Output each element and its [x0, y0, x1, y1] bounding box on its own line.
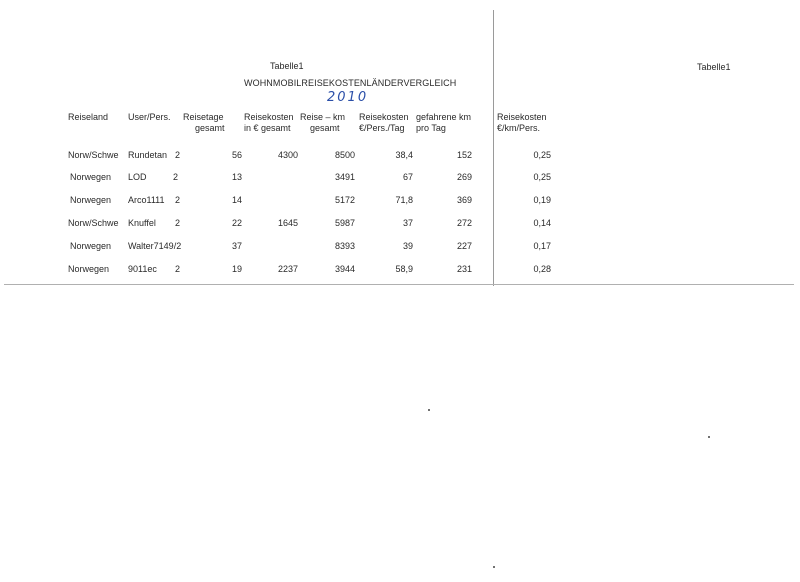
page-break-vertical-line	[493, 10, 494, 286]
cell-tage: 37	[231, 241, 242, 251]
cell-kosten-pers-tag: 67	[402, 172, 413, 182]
cell-user: Knuffel	[128, 218, 156, 228]
table-title: WOHNMOBILREISEKOSTENLÄNDERVERGLEICH	[244, 78, 457, 88]
cell-kosten-km: 0,25	[533, 150, 551, 160]
cell-tage: 56	[231, 150, 242, 160]
cell-tage: 19	[231, 264, 242, 274]
header-user: User/Pers.	[128, 112, 171, 122]
cell-land: Norwegen	[70, 195, 112, 205]
header-reisetage: Reisetage gesamt	[183, 112, 225, 133]
cell-km-tag: 272	[456, 218, 472, 228]
cell-pers: 2	[173, 172, 179, 182]
cell-user: LOD	[128, 172, 147, 182]
cell-km-tag: 152	[456, 150, 472, 160]
sheet-tab-label-right: Tabelle1	[697, 62, 731, 72]
cell-kosten-pers-tag: 58,9	[395, 264, 413, 274]
cell-user: 9011ec	[128, 264, 157, 274]
cell-km: 3944	[334, 264, 355, 274]
cell-kosten: 2237	[277, 264, 298, 274]
sheet-tab-label-left: Tabelle1	[270, 61, 304, 71]
cell-kosten-km: 0,14	[533, 218, 551, 228]
cell-kosten-km: 0,28	[533, 264, 551, 274]
cell-land: Norw/Schwe	[68, 218, 119, 228]
header-reise-km: Reise – km gesamt	[300, 112, 346, 133]
scan-speck	[428, 409, 430, 411]
header-reisekosten-gesamt: Reisekosten in € gesamt	[244, 112, 294, 133]
cell-km-tag: 231	[456, 264, 472, 274]
cell-kosten: 1645	[277, 218, 298, 228]
cell-km: 3491	[334, 172, 355, 182]
cell-km-tag: 369	[456, 195, 472, 205]
cell-pers: 2	[175, 264, 181, 274]
cell-kosten-km: 0,17	[533, 241, 551, 251]
cell-user: Rundetan	[128, 150, 168, 160]
cell-km: 8500	[334, 150, 355, 160]
handwritten-year: 2010	[327, 90, 369, 105]
scan-speck	[493, 566, 495, 568]
cell-land: Norwegen	[70, 241, 112, 251]
cell-kosten: 4300	[277, 150, 298, 160]
cell-pers: 2	[175, 195, 181, 205]
header-reisekosten-km: Reisekosten €/km/Pers.	[497, 112, 547, 133]
cell-pers: 2	[175, 150, 181, 160]
cell-pers: 2	[175, 218, 181, 228]
header-reisekosten-pers-tag: Reisekosten €/Pers./Tag	[359, 112, 409, 133]
cell-kosten-pers-tag: 37	[402, 218, 413, 228]
cell-land: Norwegen	[68, 264, 110, 274]
page-break-horizontal-line	[4, 284, 794, 285]
cell-kosten-pers-tag: 38,4	[395, 150, 413, 160]
header-reiseland: Reiseland	[68, 112, 109, 122]
cell-land: Norwegen	[70, 172, 112, 182]
cell-kosten-pers-tag: 71,8	[395, 195, 413, 205]
header-gefahrene-km: gefahrene km pro Tag	[416, 112, 472, 133]
cell-land: Norw/Schwe	[68, 150, 119, 160]
cell-tage: 14	[231, 195, 242, 205]
scan-speck	[708, 436, 710, 438]
cell-kosten-pers-tag: 39	[402, 241, 413, 251]
cell-tage: 13	[231, 172, 242, 182]
cell-km: 8393	[334, 241, 355, 251]
cell-km-tag: 227	[456, 241, 472, 251]
cell-km: 5987	[334, 218, 355, 228]
cell-km-tag: 269	[456, 172, 472, 182]
cell-tage: 22	[231, 218, 242, 228]
cell-km: 5172	[334, 195, 355, 205]
cell-kosten-km: 0,19	[533, 195, 551, 205]
cell-kosten-km: 0,25	[533, 172, 551, 182]
cell-user: Arco1111	[128, 195, 165, 205]
cell-user: Walter7149/2	[128, 241, 182, 251]
